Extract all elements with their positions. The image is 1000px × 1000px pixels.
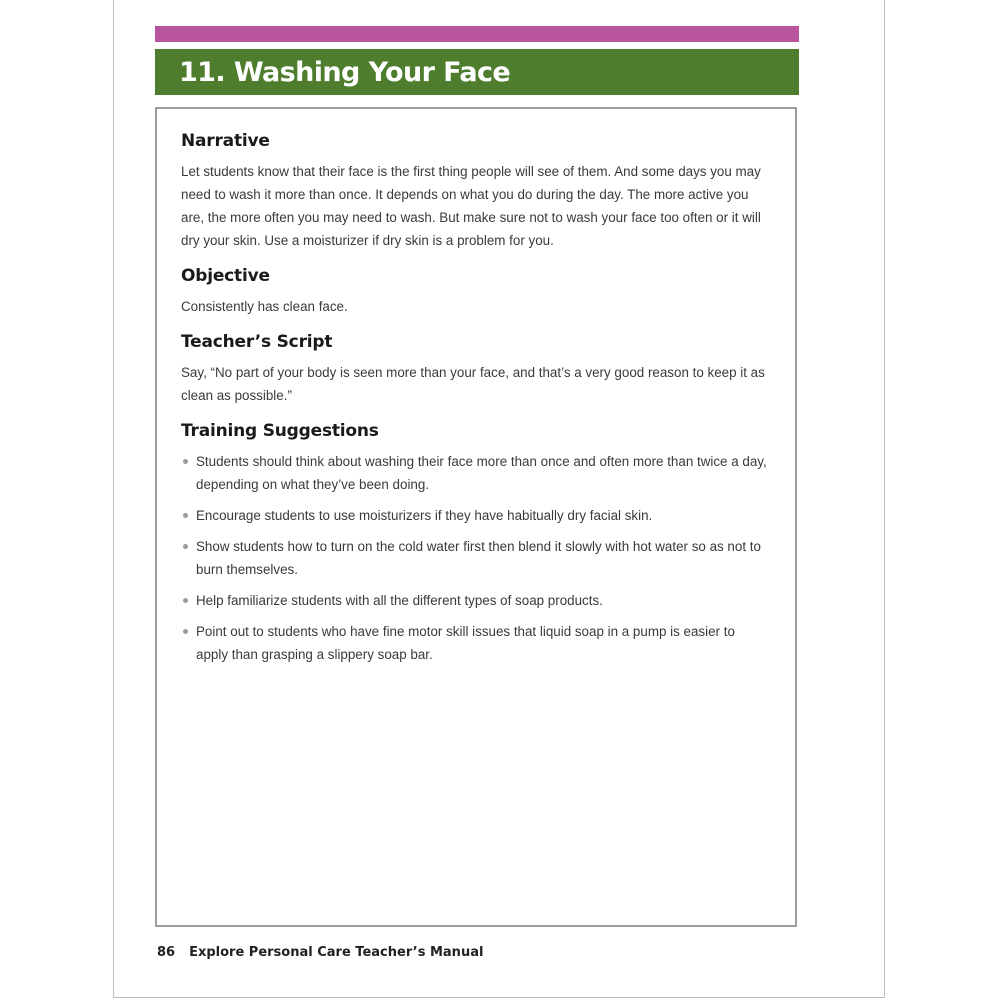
narrative-section: [181, 131, 769, 252]
list-item-text: Encourage students to use moisturizers if they have habitually dry facial skin.: [196, 508, 653, 523]
script-heading: Teacher’s Script: [181, 332, 333, 352]
bullet-icon: [183, 598, 188, 603]
narrative-text: Let students know that their face is the first thing people will see of them. And some days you may need to wash it more than once. It depends on what you do during the day. The more active you are, the more often you may need to wash. But make sure not to wash your face too often or it will dry your skin. Use a moisturizer if dry skin is a problem for you.: [181, 164, 761, 248]
training-heading: Training Suggestions: [181, 421, 379, 441]
accent-bar: [155, 26, 799, 42]
script-text: Say, “No part of your body is seen more than your face, and that’s a very good reason to keep it as clean as possible.”: [181, 365, 765, 403]
objective-heading: Objective: [181, 266, 270, 286]
list-item-text: Show students how to turn on the cold water first then blend it slowly with hot water so as not to burn themselves.: [196, 539, 761, 577]
training-list: [181, 450, 769, 666]
bullet-icon: [183, 544, 188, 549]
bullet-icon: [183, 513, 188, 518]
list-item-text: Help familiarize students with all the different types of soap products.: [196, 593, 603, 608]
objective-text: Consistently has clean face.: [181, 299, 348, 314]
script-section: [181, 332, 769, 407]
bullet-icon: [183, 629, 188, 634]
page-footer: [157, 945, 483, 960]
title-bar: [155, 49, 799, 95]
list-item: [181, 450, 769, 496]
objective-section: [181, 266, 769, 318]
list-item: [181, 504, 769, 527]
list-item: [181, 589, 769, 612]
bullet-icon: [183, 459, 188, 464]
training-section: [181, 421, 769, 666]
book-title: Explore Personal Care Teacher’s Manual: [189, 945, 484, 960]
list-item-text: Point out to students who have fine motor skill issues that liquid soap in a pump is easier to apply than grasping a slippery soap bar.: [196, 624, 735, 662]
list-item: [181, 620, 769, 666]
page-title: 11. Washing Your Face: [179, 56, 511, 88]
content-box: [155, 107, 797, 927]
list-item: [181, 535, 769, 581]
list-item-text: Students should think about washing their face more than once and often more than twice a day, depending on what they’ve been doing.: [196, 454, 767, 492]
narrative-heading: Narrative: [181, 131, 270, 151]
page-number: 86: [157, 945, 176, 960]
